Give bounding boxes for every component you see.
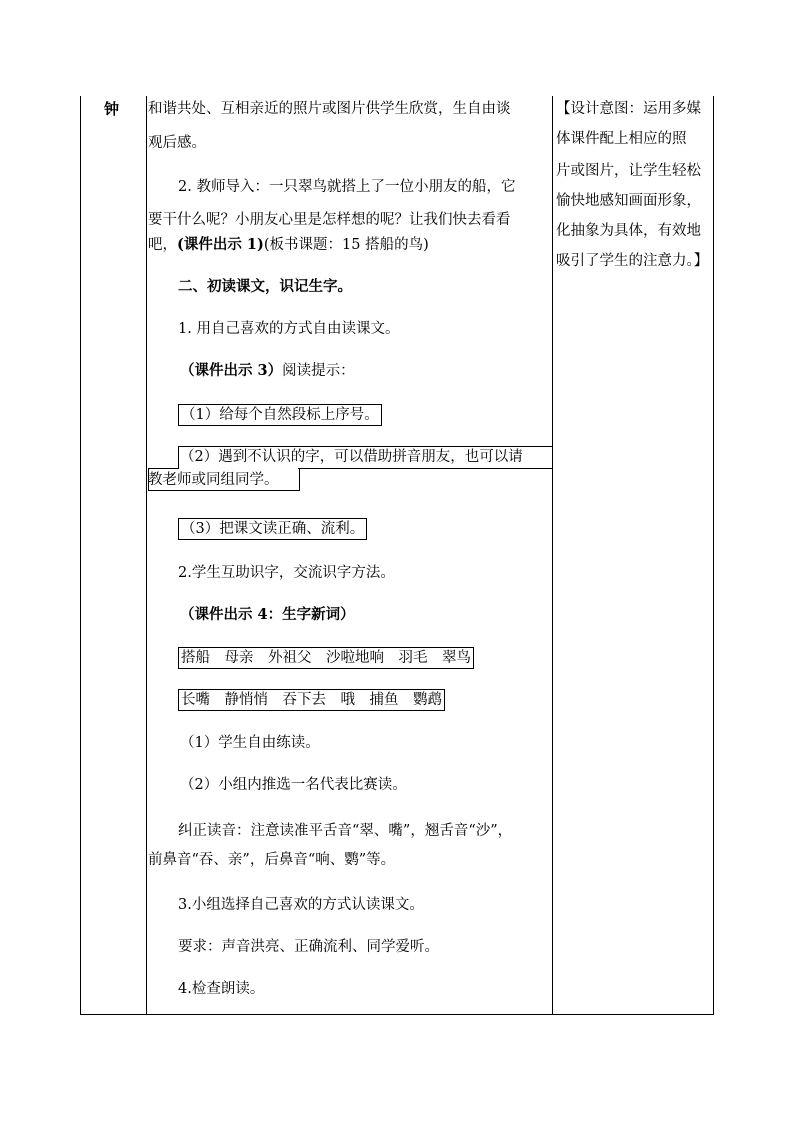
tip-2-line1: （2）遇到不认识的字，可以借助拼音朋友，也可以请 bbox=[180, 449, 523, 465]
teacher-intro-prefix: 吧， bbox=[148, 237, 177, 253]
reading-hint-label: 阅读提示： bbox=[282, 363, 355, 379]
table-border-col2 bbox=[552, 96, 553, 1014]
teacher-intro-line2: 要干什么呢？小朋友心里是怎样想的呢？让我们快去看看 bbox=[148, 212, 511, 228]
design-intent-line4: 愉快地感知画面形象， bbox=[556, 193, 701, 209]
step-3: 3.小组选择自己喜欢的方式认读课文。 bbox=[178, 897, 424, 913]
table-border-right bbox=[713, 96, 714, 1014]
tip-2-line2: 教老师或同组同学。 bbox=[148, 472, 279, 488]
tip-box-2-edge bbox=[298, 468, 552, 469]
vocab-box-2: 长嘴 静悄悄 吞下去 哦 捕鱼 鹦鹉 bbox=[178, 689, 445, 711]
practice-2: （2）小组内推选一名代表比赛读。 bbox=[180, 777, 407, 793]
time-column-label: 钟 bbox=[104, 100, 120, 118]
courseware-show-4: （课件出示 4：生字新词） bbox=[180, 606, 355, 623]
board-title: (板书课题：15 搭船的鸟) bbox=[263, 237, 429, 253]
practice-1: （1）学生自由练读。 bbox=[180, 735, 320, 751]
design-intent-line3: 片或图片，让学生轻松 bbox=[556, 163, 701, 179]
intro-text-line2: 观后感。 bbox=[148, 135, 206, 151]
reading-hint bbox=[180, 360, 355, 382]
teacher-intro-line1: 2. 教师导入：一只翠鸟就搭上了一位小朋友的船，它 bbox=[178, 179, 516, 195]
design-intent-line2: 体课件配上相应的照 bbox=[556, 131, 687, 147]
table-border-left bbox=[80, 96, 81, 1014]
step-1: 1. 用自己喜欢的方式自由读课文。 bbox=[178, 321, 400, 337]
step-2: 2.学生互助识字，交流识字方法。 bbox=[178, 565, 395, 581]
table-border-col1 bbox=[146, 96, 147, 1014]
design-intent-line1: 【设计意图：运用多媒 bbox=[556, 101, 701, 117]
tip-box-3: （3）把课文读正确、流利。 bbox=[178, 518, 367, 540]
pronunciation-line2: 前鼻音“吞、亲”，后鼻音“响、鹦”等。 bbox=[148, 852, 396, 868]
tip-box-2 bbox=[148, 446, 552, 492]
courseware-show-3: （课件出示 3） bbox=[180, 362, 283, 379]
design-intent-line6: 吸引了学生的注意力。】 bbox=[556, 253, 709, 269]
teacher-intro-line3 bbox=[148, 234, 429, 256]
table-border-bottom bbox=[80, 1014, 714, 1015]
requirement: 要求：声音洪亮、正确流利、同学爱听。 bbox=[178, 939, 439, 955]
design-intent-line5: 化抽象为具体，有效地 bbox=[556, 223, 701, 239]
courseware-show-1: (课件出示 1) bbox=[177, 236, 264, 253]
intro-text-line1: 和谐共处、互相亲近的照片或图片供学生欣赏，生自由谈 bbox=[148, 101, 511, 117]
pronunciation-line1: 纠正读音：注意读准平舌音“翠、嘴”，翘舌音“沙”， bbox=[178, 823, 513, 839]
vocab-box-1: 搭船 母亲 外祖父 沙啦地响 羽毛 翠鸟 bbox=[178, 647, 474, 669]
step-4: 4.检查朗读。 bbox=[178, 981, 265, 997]
tip-box-1: （1）给每个自然段标上序号。 bbox=[178, 404, 382, 426]
section-heading: 二、初读课文，识记生字。 bbox=[178, 278, 352, 295]
